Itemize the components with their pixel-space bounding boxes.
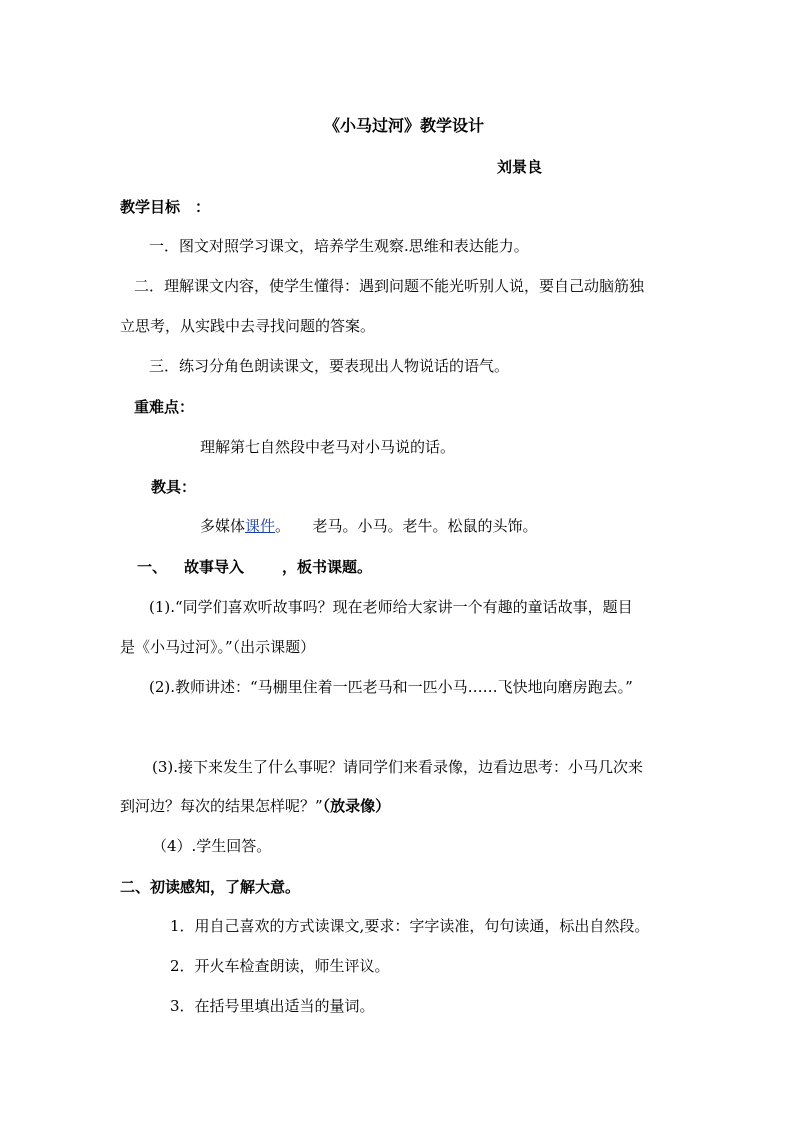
goal-3: 三．练习分角色朗读课文，要表现出人物说话的语气。 bbox=[149, 357, 510, 375]
section-1-paragraph-4: （4）.学生回答。 bbox=[152, 837, 272, 855]
goals-heading: 教学目标 ： bbox=[120, 198, 211, 216]
play-video-note: （放录像） bbox=[322, 797, 391, 815]
section-1-paragraph-3-line-2 bbox=[120, 796, 390, 816]
paragraph-3-text: 到河边？每次的结果怎样呢？” bbox=[120, 797, 323, 815]
courseware-link[interactable]: 课件 bbox=[245, 517, 276, 535]
section-1-paragraph-1-line-1: (1).“同学们喜欢听故事吗？现在老师给大家讲一个有趣的童话故事，题目 bbox=[149, 598, 633, 616]
author-name: 刘景良 bbox=[497, 158, 543, 176]
section-2-title: 二、初读感知，了解大意。 bbox=[120, 878, 301, 896]
goal-2: 二．理解课文内容，使学生懂得：遇到问题不能光听别人说，要自己动脑筋独 bbox=[134, 277, 645, 295]
section-1-number: 一、 bbox=[137, 558, 168, 576]
section-2-item-3: 3．在括号里填出适当的量词。 bbox=[170, 997, 375, 1015]
section-2-item-2: 2．开火车检查朗读，师生评议。 bbox=[170, 957, 390, 975]
section-1-title-b: ，板书课题。 bbox=[282, 558, 373, 576]
section-1-paragraph-2: (2).教师讲述：“马棚里住着一匹老马和一匹小马……飞快地向磨房跑去。” bbox=[149, 678, 633, 696]
key-point-text: 理解第七自然段中老马对小马说的话。 bbox=[200, 438, 456, 456]
section-1-paragraph-3-line-1: (3).接下来发生了什么事呢？请同学们来看录像，边看边思考：小马几次来 bbox=[152, 758, 644, 776]
section-2-item-1: 1．用自己喜欢的方式读课文,要求：字字读准，句句读通，标出自然段。 bbox=[170, 917, 650, 935]
key-points-heading: 重难点： bbox=[134, 398, 195, 416]
tools-prefix: 多媒体 bbox=[200, 517, 246, 535]
section-1-title-a: 故事导入 bbox=[184, 558, 245, 576]
tools-suffix: 。 老马。小马。老牛。松鼠的头饰。 bbox=[275, 517, 538, 535]
goal-1: 一．图文对照学习课文，培养学生观察.思维和表达能力。 bbox=[149, 237, 529, 255]
goal-2-continued: 立思考，从实践中去寻找问题的答案。 bbox=[120, 317, 376, 335]
tools-heading: 教具： bbox=[151, 478, 197, 496]
tools-line bbox=[200, 516, 538, 536]
section-1-paragraph-1-line-2: 是《小马过河》。”（出示课题） bbox=[120, 638, 316, 656]
document-title: 《小马过河》教学设计 bbox=[324, 116, 485, 135]
